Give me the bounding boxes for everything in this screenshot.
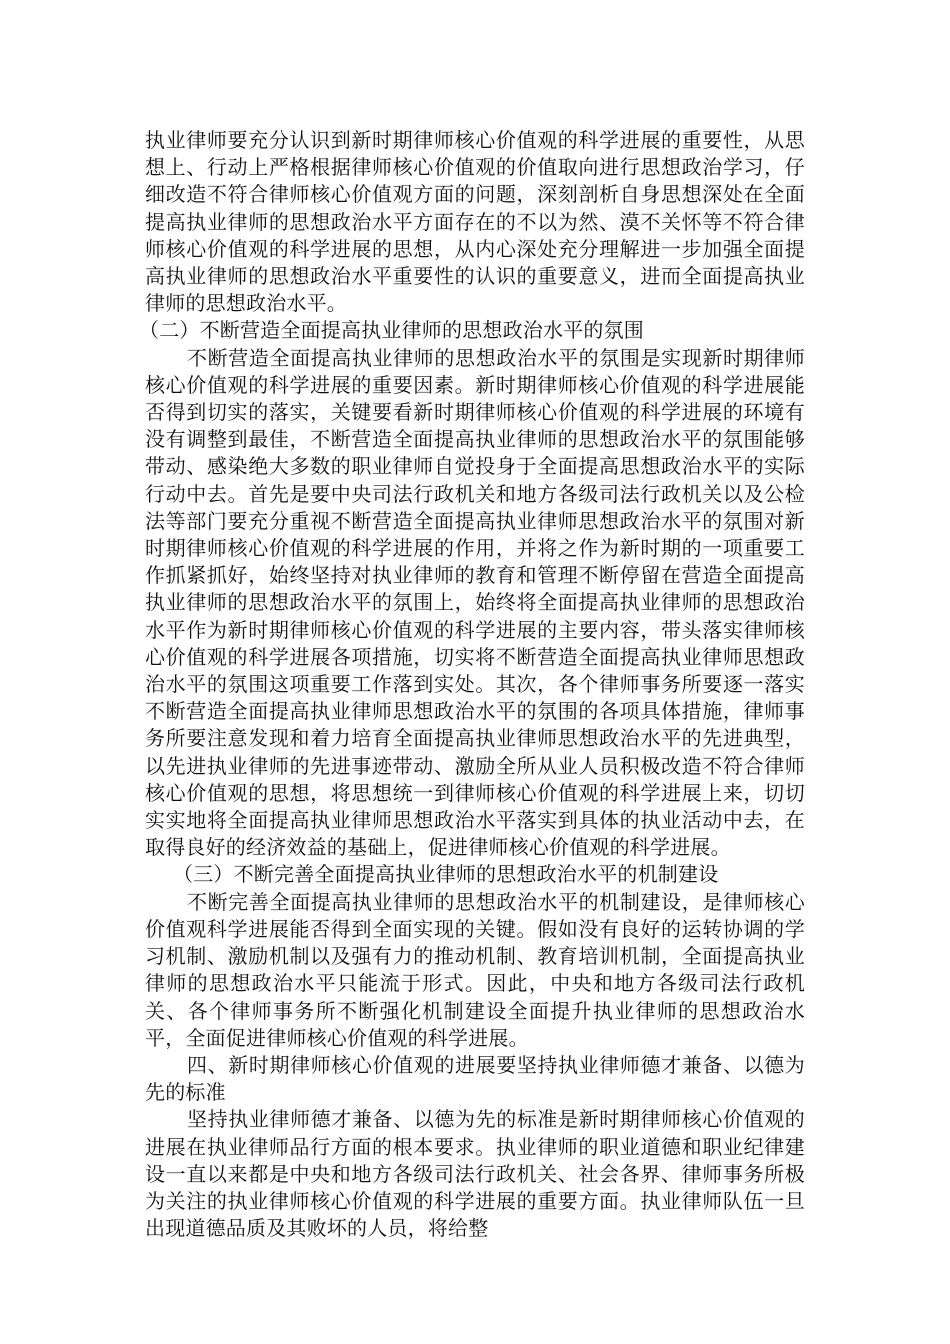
section-heading-4: 四、新时期律师核心价值观的进展要坚持执业律师德才兼备、以德为先的标准 — [145, 1052, 805, 1105]
document-page — [139, 127, 805, 1242]
paragraph-body-continued: 执业律师要充分认识到新时期律师核心价值观的科学进展的重要性，从思想上、行动上严格根据律师核心价值观的价值取向进行思想政治学习，仔细改造不符合律师核心价值观方面的问题，深刻剖析自身思想深处在全面提高执业律师的思想政治水平方面存在的不以为然、漠不关怀等不符合律师核心价值观的科学进展的思想，从内心深处充分理解进一步加强全面提高执业律师的思想政治水平重要性的认识的重要意义，进而全面提高执业律师的思想政治水平。 — [145, 128, 805, 316]
section-heading-2: （二）不断营造全面提高执业律师的思想政治水平的氛围 — [139, 318, 644, 343]
section-heading-3: （三）不断完善全面提高执业律师的思想政治水平的机制建设 — [173, 862, 719, 887]
paragraph-atmosphere: 不断营造全面提高执业律师的思想政治水平的氛围是实现新时期律师核心价值观的科学进展的重要因素。新时期律师核心价值观的科学进展能否得到切实的落实，关键要看新时期律师核心价值观的科学进展的环境有没有调整到最佳，不断营造全面提高执业律师的思想政治水平的氛围能够带动、感染绝大多数的职业律师自觉投身于全面提高思想政治水平的实际行动中去。首先是要中央司法行政机关和地方各级司法行政机关以及公检法等部门要充分重视不断营造全面提高执业律师思想政治水平的氛围对新时期律师核心价值观的科学进展的作用，并将之作为新时期的一项重要工作抓紧抓好，始终坚持对执业律师的教育和管理不断停留在营造全面提高执业律师的思想政治水平的氛围上，始终将全面提高执业律师的思想政治水平作为新时期律师核心价值观的科学进展的主要内容，带头落实律师核心价值观的科学进展各项措施，切实将不断营造全面提高执业律师思想政治水平的氛围这项重要工作落到实处。其次，各个律师事务所要逐一落实不断营造全面提高执业律师思想政治水平的氛围的各项具体措施，律师事务所要注意发现和着力培育全面提高执业律师思想政治水平的先进典型，以先进执业律师的先进事迹带动、激励全所从业人员积极改造不符合律师核心价值观的思想，将思想统一到律师核心价值观的科学进展上来，切切实实地将全面提高执业律师思想政治水平落实到具体的执业活动中去，在取得良好的经济效益的基础上，促进律师核心价值观的科学进展。 — [145, 345, 805, 860]
paragraph-mechanism: 不断完善全面提高执业律师的思想政治水平的机制建设，是律师核心价值观科学进展能否得到全面实现的关键。假如没有良好的运转协调的学习机制、激励机制以及强有力的推动机制、教育培训机制，全面提高执业律师的思想政治水平只能流于形式。因此，中央和地方各级司法行政机关、各个律师事务所不断强化机制建设全面提升执业律师的思想政治水平，全面促进律师核心价值观的科学进展。 — [145, 889, 805, 1050]
paragraph-virtue-standard: 坚持执业律师德才兼备、以德为先的标准是新时期律师核心价值观的进展在执业律师品行方面的根本要求。执业律师的职业道德和职业纪律建设一直以来都是中央和地方各级司法行政机关、社会各界、律师事务所极为关注的执业律师核心价值观的科学进展的重要方面。执业律师队伍一旦出现道德品质及其败坏的人员，将给整 — [145, 1107, 805, 1241]
